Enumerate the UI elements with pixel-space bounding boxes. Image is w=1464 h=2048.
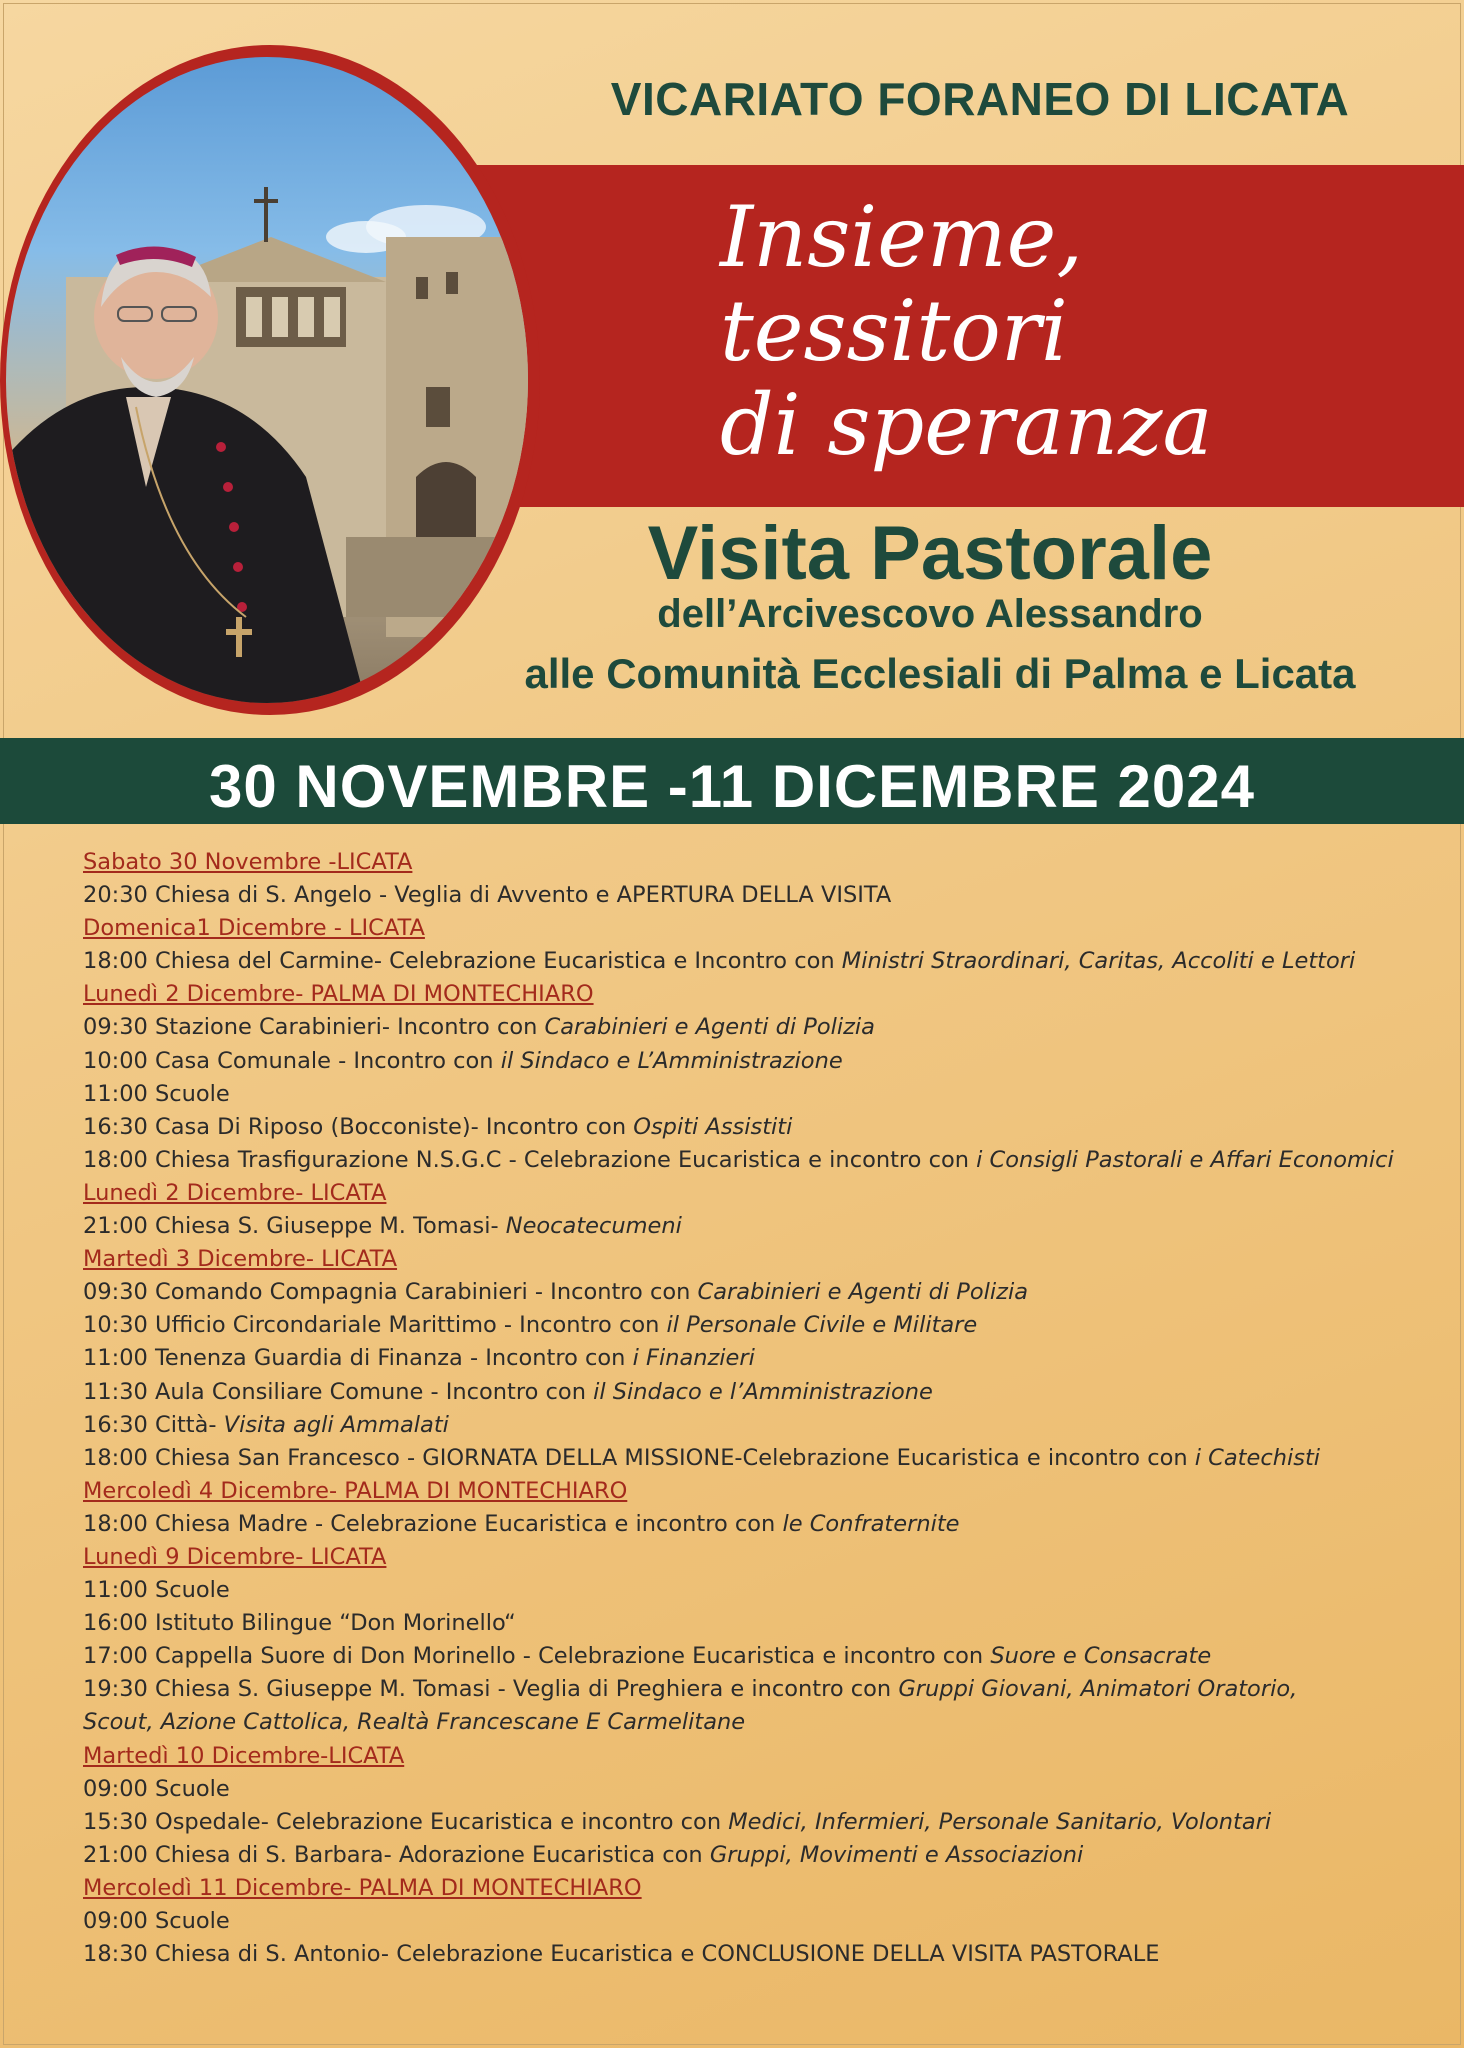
entry-participants: Carabinieri e Agenti di Polizia: [697, 1279, 1028, 1306]
program-entry: [83, 1607, 1443, 1640]
program-entry: [83, 1144, 1443, 1177]
visit-dates: 30 NOVEMBRE -11 DICEMBRE 2024: [208, 753, 1255, 820]
entry-text: 18:00 Chiesa San Francesco - GIORNATA DELLA MISSIONE-Celebrazione Eucaristica e incontro con: [83, 1444, 1195, 1471]
entry-participants: il Personale Civile e Militare: [666, 1312, 978, 1339]
program-entry: [83, 1905, 1443, 1938]
program-entry: [83, 1673, 1443, 1706]
vicariato-heading: VICARIATO FORANEO DI LICATA: [610, 73, 1350, 125]
entry-text: 18:00 Chiesa Trasfigurazione N.S.G.C - Celebrazione Eucaristica e incontro con: [83, 1146, 977, 1173]
entry-participants: Ospiti Assistiti: [633, 1113, 793, 1140]
program-entry: [83, 879, 1443, 912]
program-day-heading: [83, 1177, 1443, 1210]
program-entry: [83, 1839, 1443, 1872]
entry-text: 10:00 Casa Comunale - Incontro con: [83, 1047, 501, 1074]
entry-text: 21:00 Chiesa S. Giuseppe M. Tomasi-: [83, 1213, 506, 1240]
day-heading-text: Domenica1 Dicembre - LICATA: [83, 915, 425, 942]
day-heading-text: Sabato 30 Novembre -LICATA: [83, 849, 413, 875]
entry-text: 21:00 Chiesa di S. Barbara- Adorazione Eucaristica con: [83, 1841, 710, 1868]
entry-text: 18:00 Chiesa Madre - Celebrazione Eucaristica e incontro con: [83, 1510, 783, 1537]
program-entry: [83, 1011, 1443, 1044]
program-entry: [83, 1078, 1443, 1111]
entry-text: 16:30 Casa Di Riposo (Bocconiste)- Incontro con: [83, 1113, 634, 1140]
entry-participants: le Confraternite: [782, 1510, 960, 1537]
program-day-heading: [83, 912, 1443, 945]
archbishop-photo: [6, 57, 528, 703]
program-entry: [83, 1376, 1443, 1409]
entry-participants: Gruppi, Movimenti e Associazioni: [709, 1841, 1084, 1868]
program-day-heading: [83, 1541, 1443, 1574]
visit-title: Visita Pastorale: [647, 511, 1213, 596]
program-day-heading: [83, 1872, 1443, 1905]
entry-text: 11:00 Scuole: [83, 1080, 230, 1107]
entry-participants: il Sindaco e l’Amministrazione: [593, 1378, 933, 1405]
entry-text: 17:00 Cappella Suore di Don Morinello - Celebrazione Eucaristica e incontro con: [83, 1643, 991, 1670]
entry-text: 09:30 Stazione Carabinieri- Incontro con: [83, 1014, 545, 1041]
entry-text: 10:30 Ufficio Circondariale Marittimo - Incontro con: [83, 1312, 667, 1339]
program-entry: [83, 1806, 1443, 1839]
day-heading-text: Mercoledì 11 Dicembre- PALMA DI MONTECHIARO: [83, 1874, 642, 1901]
program-schedule: [83, 846, 1443, 1971]
program-entry: [83, 1773, 1443, 1806]
entry-text: 20:30 Chiesa di S. Angelo - Veglia di Avvento e APERTURA DELLA VISITA: [83, 882, 892, 909]
program-day-heading: [83, 1243, 1443, 1276]
day-heading-text: Mercoledì 4 Dicembre- PALMA DI MONTECHIARO: [83, 1477, 628, 1504]
program-entry: [83, 1706, 1443, 1739]
church-and-archbishop-illustration: [6, 57, 528, 703]
entry-participants: Visita agli Ammalati: [223, 1411, 449, 1438]
entry-text: 11:30 Aula Consiliare Comune - Incontro con: [83, 1378, 594, 1405]
program-entry: [83, 1574, 1443, 1607]
entry-participants: Gruppi Giovani, Animatori Oratorio,: [898, 1676, 1298, 1703]
program-entry: [83, 1640, 1443, 1673]
motto-line: tessitori: [720, 282, 1068, 380]
motto-line: di speranza: [720, 376, 1213, 474]
program-entry: [83, 1111, 1443, 1144]
program-entry: [83, 1045, 1443, 1078]
entry-text: 18:00 Chiesa del Carmine- Celebrazione Eucaristica e Incontro con: [83, 948, 842, 975]
program-entry: [83, 1342, 1443, 1375]
day-heading-text: Lunedì 9 Dicembre- LICATA: [83, 1543, 387, 1570]
entry-participants: Ministri Straordinari, Caritas, Accoliti e Lettori: [841, 948, 1356, 975]
day-heading-text: Lunedì 2 Dicembre- PALMA DI MONTECHIARO: [83, 981, 594, 1008]
visit-subtitle-archbishop: dell’Arcivescovo Alessandro: [657, 592, 1203, 636]
entry-participants: i Catechisti: [1194, 1444, 1321, 1471]
entry-participants: Suore e Consacrate: [990, 1643, 1212, 1670]
entry-participants: i Finanzieri: [632, 1345, 755, 1372]
entry-text: 19:30 Chiesa S. Giuseppe M. Tomasi - Veglia di Preghiera e incontro con: [83, 1676, 899, 1703]
program-entry: [83, 1938, 1443, 1971]
entry-text: 09:00 Scuole: [83, 1908, 230, 1934]
visit-subtitle-communities: alle Comunità Ecclesiali di Palma e Licata: [524, 650, 1356, 697]
program-day-heading: [83, 1740, 1443, 1773]
entry-participants: Scout, Azione Cattolica, Realtà Francescane E Carmelitane: [83, 1709, 746, 1736]
day-heading-text: Lunedì 2 Dicembre- LICATA: [83, 1179, 387, 1206]
program-entry: [83, 1210, 1443, 1243]
program-entry: [83, 1508, 1443, 1541]
entry-text: 16:00 Istituto Bilingue “Don Morinello“: [83, 1610, 516, 1637]
day-heading-text: Martedì 3 Dicembre- LICATA: [83, 1246, 398, 1273]
entry-text: 15:30 Ospedale- Celebrazione Eucaristica e incontro con: [83, 1808, 729, 1835]
motto-text: [720, 190, 1420, 472]
program-entry: [83, 1276, 1443, 1309]
entry-participants: i Consigli Pastorali e Affari Economici: [976, 1146, 1394, 1173]
program-entry: [83, 1442, 1443, 1475]
entry-participants: Neocatecumeni: [505, 1213, 682, 1240]
program-entry: [83, 1309, 1443, 1342]
program-day-heading: [83, 846, 1443, 879]
entry-text: 09:00 Scuole: [83, 1775, 230, 1802]
program-day-heading: [83, 978, 1443, 1011]
entry-text: 09:30 Comando Compagnia Carabinieri - Incontro con: [83, 1279, 698, 1306]
entry-text: 11:00 Tenenza Guardia di Finanza - Incontro con: [83, 1345, 633, 1372]
entry-participants: Carabinieri e Agenti di Polizia: [544, 1014, 875, 1041]
entry-text: 16:30 Città-: [83, 1411, 224, 1438]
program-entry: [83, 1409, 1443, 1442]
entry-text: 18:30 Chiesa di S. Antonio- Celebrazione Eucaristica e CONCLUSIONE DELLA VISITA PASTORALE: [83, 1941, 1160, 1968]
entry-participants: Medici, Infermieri, Personale Sanitario, Volontari: [728, 1808, 1272, 1835]
program-entry: [83, 945, 1443, 978]
entry-participants: il Sindaco e L’Amministrazione: [500, 1047, 843, 1074]
program-day-heading: [83, 1475, 1443, 1508]
motto-line: Insieme,: [720, 188, 1084, 286]
day-heading-text: Martedì 10 Dicembre-LICATA: [83, 1742, 405, 1769]
entry-text: 11:00 Scuole: [83, 1577, 230, 1604]
